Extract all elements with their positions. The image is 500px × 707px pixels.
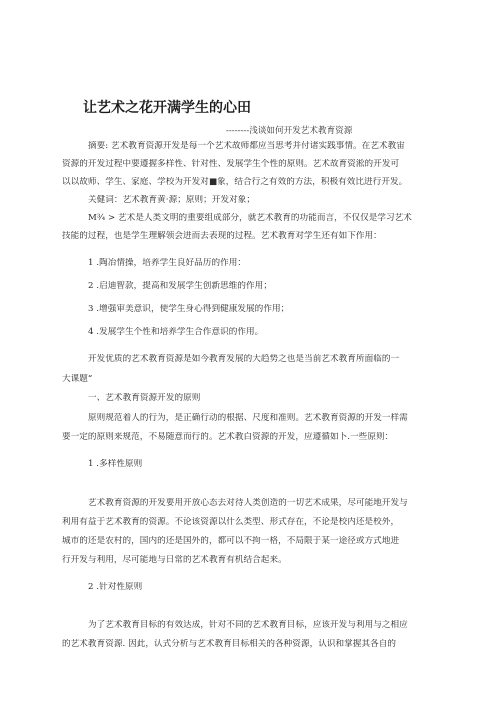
intro-line: M¾ > 艺术是人类文明的重要组成部分，就艺术教育的功能而言，不仅仅是学习艺术	[88, 213, 412, 223]
principle-body-line: 艺术教育资源的开发要用开放心态去对待人类创造的一切艺术成果，尽可能地开发与	[88, 498, 408, 508]
principle-heading: 2 .针对性原则	[88, 582, 143, 592]
trend-line: 开发优质的艺术教育资源是如今教育发展的大趋势之也是当前艺术教育所面临的一	[88, 354, 400, 364]
function-item: 2 .启迪智款，提高和发展学生创新思维的作用；	[88, 281, 272, 291]
abstract-line: 摘要: 艺术教育资源开发是每一个艺术故师都应当思考并付诸实践事情。在艺术教宙	[88, 141, 405, 151]
principle-body-line: 行开发与利用，尽可能地与日常的艺术教育有机结合起来。	[62, 555, 287, 565]
section-heading: 一、艺术教育资源开发的原则	[88, 393, 201, 403]
trend-line: 大课题“	[62, 374, 93, 384]
abstract-line: 以以故师、学生、家庭、学校为开发对■象，结合行之有效的方法，积极有效比进行开发。	[62, 177, 408, 187]
principle-body-line: 的艺术教育资源. 因此，认式分析与艺术教育目标相关的各种资源，认识和掌握其各自的	[62, 639, 397, 649]
document-subtitle: --------浅谈如何开发艺术教育资源	[226, 126, 353, 136]
keywords-line: 关健词：艺术教育黄·源；原则；开发对象；	[88, 195, 256, 205]
principle-intro-line: 要一定的原则来规范，不易随意而行的。艺术教白资源的开发，应遵循如卜.一些原则：	[62, 432, 394, 442]
function-item: 3 .增强审美意识，使学生身心得到健康发展的作用；	[88, 304, 290, 314]
function-item: 1 .陶冶情操，培养学生良好品历的作用：	[88, 258, 247, 268]
principle-body-line: 城市的还是农村的，国内的还是国外的，都可以不拘一格，不局限于某一途径或方式地进	[62, 536, 400, 546]
document-title: 让艺术之花开满学生的心田	[83, 100, 251, 116]
intro-line: 技能的过程，也是学生理解领会进而去表现的过程。艺术教育对学生还有如下作用：	[62, 231, 382, 241]
abstract-line: 资源的开发过程中要遵握多样性、针对性、发展学生个性的原则。艺术故育资淞的开发可	[62, 159, 400, 169]
principle-body-line: 为了艺术教育目标的有效达成，针对不同的艺术教育目标，应该开发与利用与之相应	[88, 620, 408, 630]
principle-intro-line: 原则规范着人的行为，是正确行动的根据、尺度和准则。艺术教育资源的开发一样需	[88, 413, 408, 423]
principle-body-line: 利用有益于艺术教育的资源。不论该资源以什么类型、形式存在，不论是校内还是校外，	[62, 517, 400, 527]
principle-heading: 1 .多样性原则	[88, 459, 143, 469]
function-item: 4 .发展学生个性和培养学生合作意识的作用。	[88, 327, 264, 337]
